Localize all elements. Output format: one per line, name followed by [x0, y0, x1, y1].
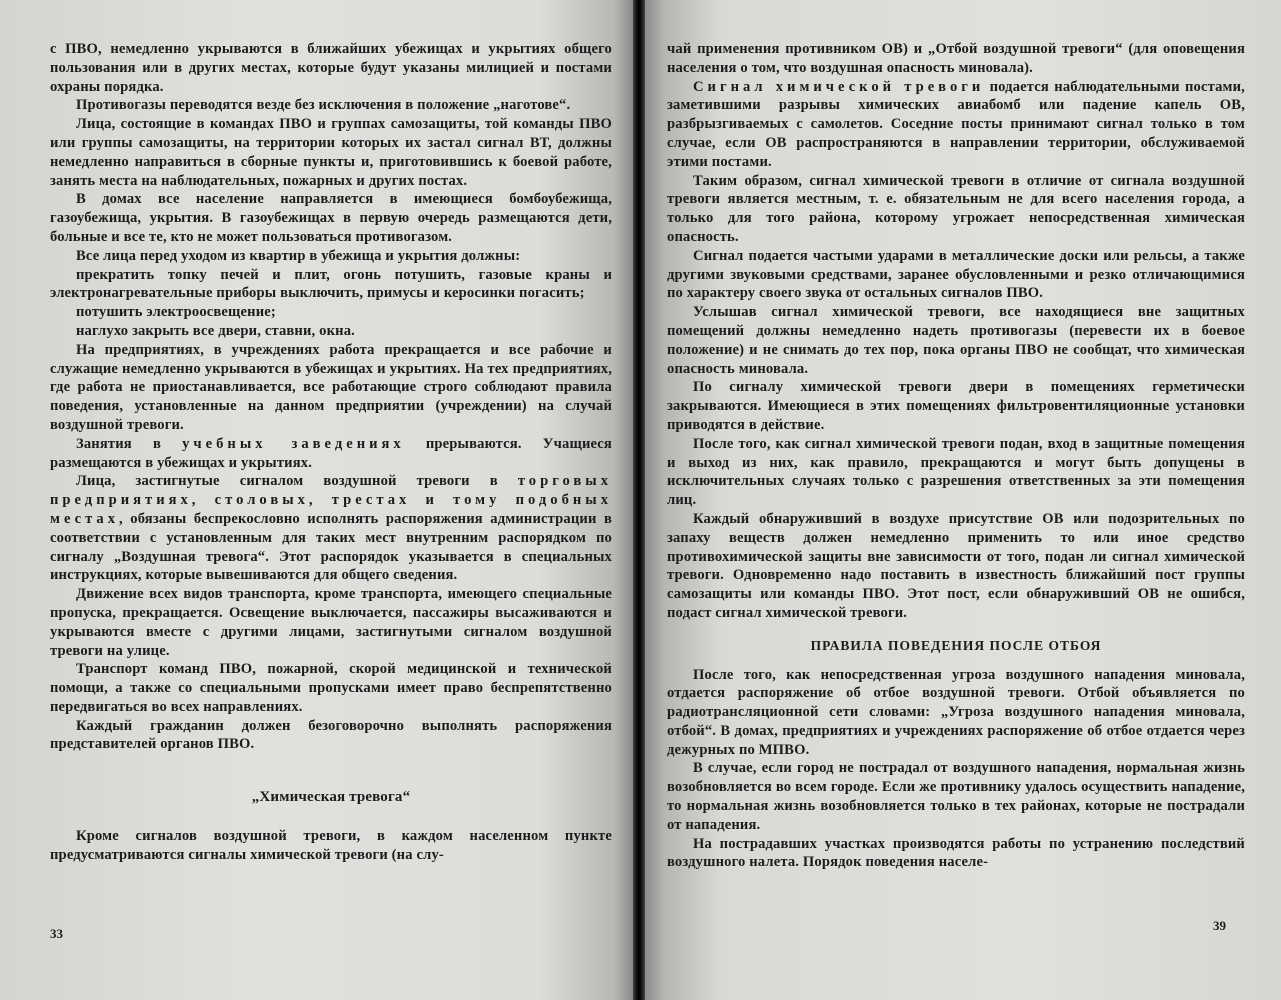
- paragraph: Каждый гражданин должен безоговорочно выполнять распоряжения представителей органов ПВО.: [50, 717, 612, 753]
- book-gutter: [633, 0, 645, 1000]
- spaced-emphasis: учебных заведениях: [182, 435, 405, 452]
- left-page: [0, 0, 633, 1000]
- paragraph: Все лица перед уходом из квартир в убежища и укрытия должны:: [76, 247, 521, 264]
- paragraph: Лица, состоящие в командах ПВО и группах самозащиты, той команды ПВО или группы самозащиты, на территории которых их застал сигнал ВТ, должны немедленно направиться в сборные пункты и, приготовившись к боевой работе, занять места на наблюдательных, пожарных и других постах.: [50, 116, 612, 189]
- paragraph: На предприятиях, в учреждениях работа прекращается и все рабочие и служащие немедленно укрываются в убежищах и укрытиях. На тех предприятиях, где работа не приостанавливается, все работающие строго соблюдают правила поведения, установленные на данном предприятии (учреждении) на случай воздушной тревоги.: [50, 341, 612, 433]
- right-page-text: [667, 40, 1245, 872]
- paragraph-chem: [667, 78, 1245, 172]
- paragraph: В случае, если город не пострадал от воздушного нападения, нормальная жизнь возобновляется во всем городе. Если же противнику удалось осуществить нападение, то нормальная жизнь возобновляется только в тех районах, которые не пострадали от нападения.: [667, 760, 1245, 833]
- paragraph-schools: [50, 435, 612, 473]
- paragraph: Кроме сигналов воздушной тревоги, в каждом населенном пункте предусматриваются сигналы химической тревоги (на слу-: [50, 828, 612, 863]
- spaced-emphasis: торговых предприятиях, столовых, трестах и тому подобных местах: [50, 473, 612, 527]
- paragraph: В домах все население направляется в имеющиеся бомбоубежища, газоубежища, укрытия. В газоубежищах в первую очередь размещаются дети, больные и все те, кто не может пользоваться противогазом.: [50, 191, 612, 245]
- text-run: подается наблюдательными постами, заметившими разрывы химических авиабомб или падение капель ОВ, разбрызгиваемых с самолетов. Соседние посты принимают сигнал только в том случае, если ОВ распространяются в направлении территории, обслуживаемой этими постами.: [667, 78, 1245, 170]
- paragraph: чай применения противником ОВ) и „Отбой воздушной тревоги“ (для оповещения населения о том, что воздушная опасность миновала).: [667, 41, 1245, 76]
- left-page-text: [50, 40, 612, 865]
- text-run: Занятия в: [76, 435, 183, 452]
- paragraph: с ПВО, немедленно укрываются в ближайших убежищах и укрытиях общего пользования или в других местах, которые будут указаны милицией и постами охраны порядка.: [50, 41, 612, 95]
- text-run: прерываются. Учащиеся размещаются в убежищах и укрытиях.: [50, 435, 612, 471]
- paragraph: Услышав сигнал химической тревоги, все находящиеся вне защитных помещений должны немедленно надеть противогазы (перевести их в боевое положение) и не снимать до тех пор, пока органы ПВО не сообщат, что химическая опасность миновала.: [667, 304, 1245, 377]
- paragraph: Таким образом, сигнал химической тревоги в отличие от сигнала воздушной тревоги является местным, т. е. обязательным не для всего населения города, а только для того района, которому угрожает непосредственная химическая опасность.: [667, 172, 1245, 245]
- list-item: прекратить топку печей и плит, огонь потушить, газовые краны и электронагревательные приборы выключить, примусы и керосинки погасить;: [50, 266, 612, 302]
- paragraph: По сигналу химической тревоги двери в помещениях герметически закрываются. Имеющиеся в этих помещениях фильтровентиляционные установки приводятся в действие.: [667, 379, 1245, 433]
- spaced-emphasis: Сигнал химической тревоги: [693, 78, 985, 95]
- page-number: 33: [50, 926, 63, 941]
- paragraph: Транспорт команд ПВО, пожарной, скорой медицинской и технической помощи, а также со специальными пропусками имеет право беспрепятственно передвигаться во всех направлениях.: [50, 661, 612, 715]
- text-run: , обязаны беспрекословно исполнять распоряжения администрации в соответствии с установленным для таких мест внутренним распорядком по сигналу „Воздушная тревога“. Этот распорядок указывается в специальных инструкциях, которые вывешиваются для общего сведения.: [50, 510, 612, 584]
- paragraph: На пострадавших участках производятся работы по устранению последствий воздушного налета. Порядок поведения населе-: [667, 835, 1245, 871]
- paragraph: После того, как непосредственная угроза воздушного нападения миновала, отдается распоряжение об отбое воздушной тревоги. Отбой объявляется по радиотрансляционной сети словами: „Угроза воздушного нападения миновала, отбой“. В домах, предприятиях и учреждениях распоряжение об отбое отдается через дежурных по МПВО.: [667, 666, 1245, 758]
- list-item: наглухо закрыть все двери, ставни, окна.: [76, 322, 355, 339]
- section-title: „Химическая тревога“: [251, 789, 411, 806]
- paragraph-trade: [50, 472, 612, 585]
- paragraph: Сигнал подается частыми ударами в металлические доски или рельсы, а также другими звуковыми средствами, заранее обусловленными и резко отличающимися по характеру своего звука от остальных сигналов ПВО.: [667, 247, 1245, 302]
- paragraph: Каждый обнаруживший в воздухе присутствие ОВ или подозрительных по запаху веществ должен немедленно применить то или иное средство противохимической защиты вне зависимости от того, подан ли сигнал химической тревоги. Одновременно надо поставить в известность ближайший пост группы самозащиты или команды ПВО. Этот пост, если обнаруживший ОВ не ошибся, подаст сигнал химической тревоги.: [667, 510, 1245, 621]
- paragraph: После того, как сигнал химической тревоги подан, вход в защитные помещения и выход из них, как правило, прекращаются и могут быть допущены в исключительных случаях только с разрешения ответственных за эти помещения лиц.: [667, 435, 1245, 509]
- page-number: 39: [1213, 918, 1226, 933]
- text-run: Лица, застигнутые сигналом воздушной тревоги в: [76, 473, 518, 490]
- section-title: ПРАВИЛА ПОВЕДЕНИЯ ПОСЛЕ ОТБОЯ: [810, 637, 1102, 653]
- list-item: потушить электроосвещение;: [76, 304, 276, 321]
- paragraph: Противогазы переводятся везде без исключения в положение „наготове“.: [76, 97, 571, 114]
- right-page: [645, 0, 1281, 1000]
- paragraph: Движение всех видов транспорта, кроме транспорта, имеющего специальные пропуска, прекращается. Освещение выключается, пассажиры высаживаются и укрываются вместе с другими лицами, застигнутыми сигналом воздушной тревоги на улице.: [50, 586, 612, 659]
